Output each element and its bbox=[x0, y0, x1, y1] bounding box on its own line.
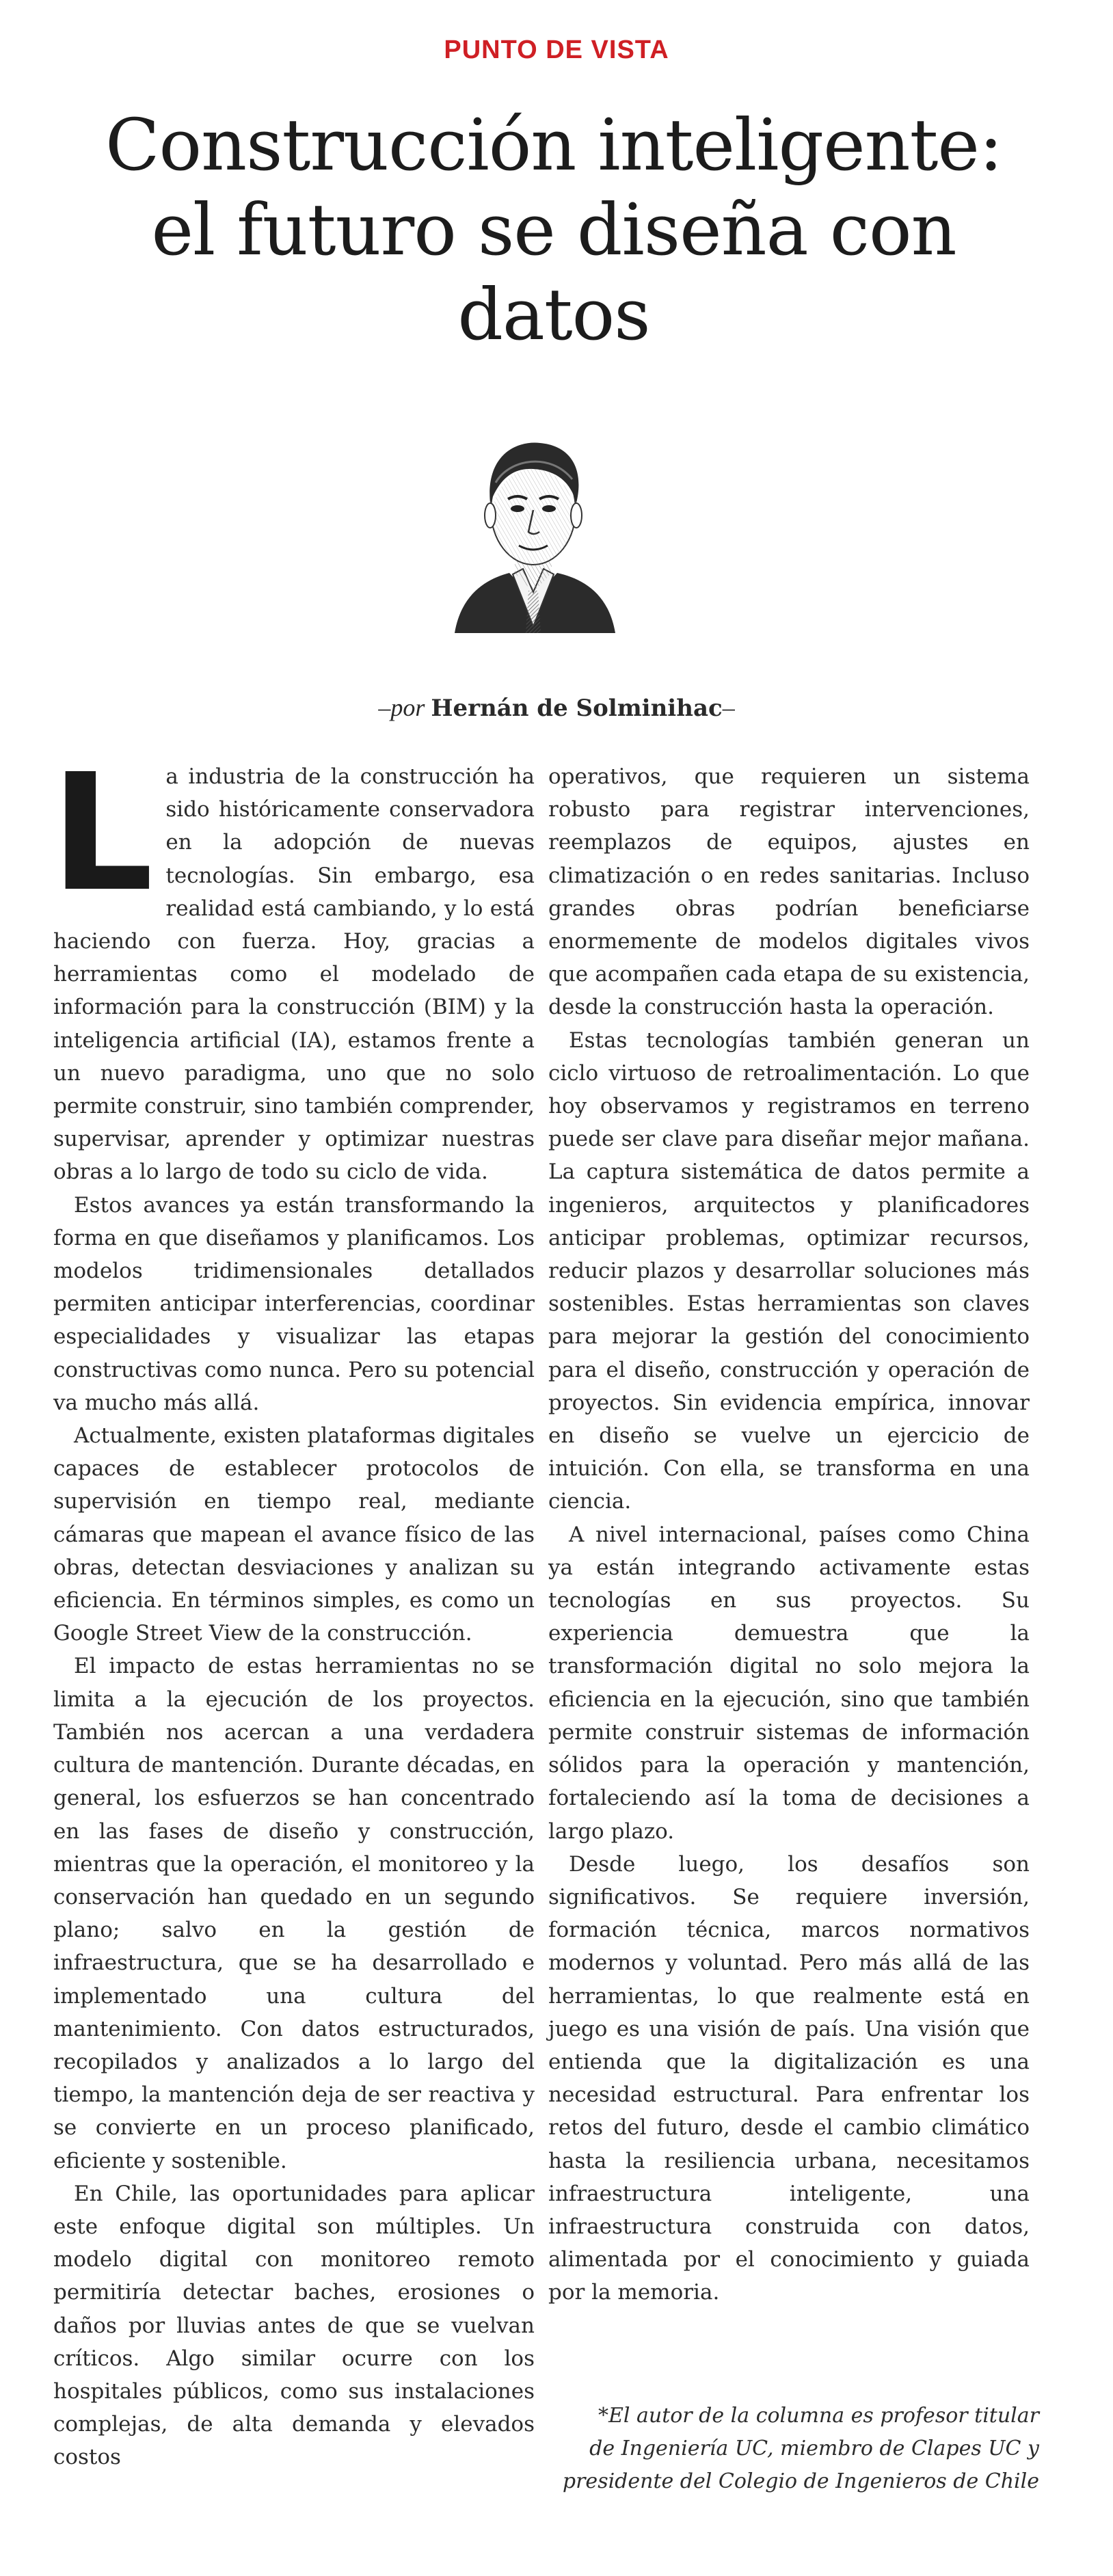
author-name: Hernán de Solminihac bbox=[431, 695, 723, 722]
headline-line-2: el futuro se diseña con bbox=[151, 188, 956, 271]
body-paragraph: Desde luego, los desafíos son significativos. Se requiere inversión, formación técnica, marcos normativos modernos y voluntad. Pero más allá de las herramientas, lo que realmente está en juego es una visión de país. Una visión que entienda que la digitalización es una necesidad estructural. Para enfrentar los retos del futuro, desde el cambio climático hasta la resiliencia urbana, necesitamos infraestructura inteligente, una infraestructura construida con datos, alimentada por el conocimiento y guiada por la memoria. bbox=[548, 1851, 1030, 2305]
byline bbox=[0, 693, 1113, 722]
byline-suffix: – bbox=[722, 694, 735, 721]
body-paragraph: En Chile, las oportunidades para aplicar este enfoque digital son múltiples. Un modelo digital con monitoreo remoto permitiría detectar baches, erosiones o daños por lluvias antes de que se vuelvan críticos. Algo similar ocurre con los hospitales públicos, como sus instalaciones complejas, de alta demanda y elevados costos bbox=[53, 2181, 535, 2470]
body-paragraph: Actualmente, existen plataformas digitales capaces de establecer protocolos de supervisión en tiempo real, mediante cámaras que mapean el avance físico de las obras, detectan desviaciones y analizan su eficiencia. En términos simples, es como un Google Street View de la construcción. bbox=[53, 1423, 535, 1646]
body-paragraph: Estas tecnologías también generan un ciclo virtuoso de retroalimentación. Lo que hoy observamos y registramos en terreno puede ser clave para diseñar mejor mañana. La captura sistemática de datos permite a ingenieros, arquitectos y planificadores anticipar problemas, optimizar recursos, reducir plazos y desarrollar soluciones más sostenibles. Estas herramientas son claves para mejorar la gestión del conocimiento para el diseño, construcción y operación de proyectos. Sin evidencia empírica, innovar en diseño se vuelve un ejercicio de intuición. Con ella, se transforma en una ciencia. bbox=[548, 1028, 1030, 1514]
byline-prefix: –por bbox=[378, 694, 425, 721]
body-paragraph-text: a industria de la construcción ha sido históricamente conservadora en la adopción de nuevas tecnologías. Sin embargo, esa realidad está cambiando, y lo está haciendo con fuerza. Hoy, gracias a herramientas como el modelado de información para la construcción (BIM) y la inteligencia artificial (IA), estamos frente a un nuevo paradigma, uno que no solo permite construir, sino también comprender, supervisar, aprender y optimizar nuestras obras a lo largo de todo su ciclo de vida. bbox=[53, 764, 535, 1185]
body-paragraph: Estos avances ya están transformando la forma en que diseñamos y planificamos. Los modelos tridimensionales detallados permiten anticipar interferencias, coordinar especialidades y visualizar las etapas constructivas como nunca. Pero su potencial va mucho más allá. bbox=[53, 1192, 535, 1415]
headline-line-1: Construcción inteligente: bbox=[105, 103, 1003, 187]
author-note bbox=[547, 2400, 1039, 2498]
drop-cap: L bbox=[51, 739, 154, 927]
author-portrait bbox=[448, 428, 619, 633]
author-note-line-3: presidente del Colegio de Ingenieros de Chile bbox=[562, 2469, 1039, 2493]
body-paragraph: El impacto de estas herramientas no se limita a la ejecución de los proyectos. También nos acercan a una verdadera cultura de mantención. Durante décadas, en general, los esfuerzos se han concentrado en las fases de diseño y construcción, mientras que la operación, el monitoreo y la conservación han quedado en un segundo plano; salvo en la gestión de infraestructura, que se ha desarrollado e implementado una cultura del mantenimiento. Con datos estructurados, recopilados y analizados a lo largo del tiempo, la mantención deja de ser reactiva y se convierte en un proceso planificado, eficiente y sostenible. bbox=[53, 1654, 535, 2173]
author-note-line-1: *El autor de la columna es profesor titular bbox=[598, 2404, 1039, 2428]
body-column-right bbox=[548, 760, 1030, 2309]
headline-line-3: datos bbox=[457, 273, 650, 356]
body-paragraph: A nivel internacional, países como China ya están integrando activamente estas tecnologías en sus proyectos. Su experiencia demuestra que la transformación digital no solo mejora la eficiencia en la ejecución, sino que también permite construir sistemas de información sólidos para la operación y mantención, fortaleciendo así la toma de decisiones a largo plazo. bbox=[548, 1522, 1030, 1844]
section-label: PUNTO DE VISTA bbox=[444, 36, 669, 64]
headline bbox=[62, 103, 1046, 357]
body-column-left bbox=[51, 739, 535, 2474]
body-paragraph: operativos, que requieren un sistema robusto para registrar intervenciones, reemplazos de equipos, ajustes en climatización o en redes sanitarias. Incluso grandes obras podrían beneficiarse enormemente de modelos digitales vivos que acompañen cada etapa de su existencia, desde la construcción hasta la operación. bbox=[548, 764, 1030, 1020]
author-note-line-2: de Ingeniería UC, miembro de Clapes UC y bbox=[589, 2437, 1039, 2460]
body-paragraph bbox=[51, 739, 535, 1189]
